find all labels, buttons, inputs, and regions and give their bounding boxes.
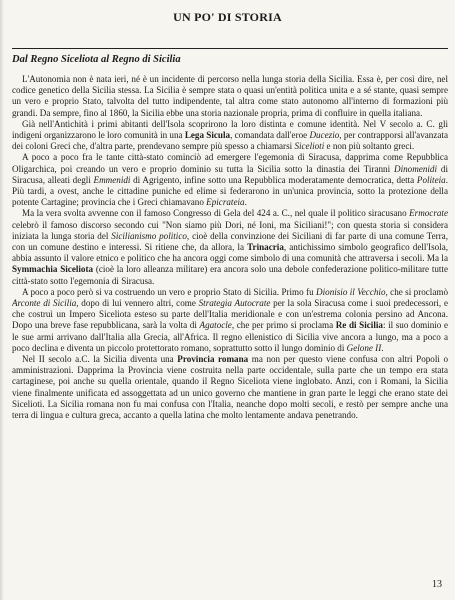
text-run: : il suo dominio e le sue armi arrivano dall'Italia alla Grecia, all'Africa. Il regno ellenistico di Sicilia vive ancora a lungo, ma a poco a poco declina e diventa un piccolo protettorato romano, soprattutto sotto il lungo dominio di	[12, 320, 448, 353]
text-run: (cioè la loro alleanza militare) era ancora solo una debole confederazione politico-militare tutte città-stato sotto l'egemonia di Siracusa.	[12, 264, 448, 286]
text-run: ma non per questo viene confusa con altri Popoli o amministrazioni. Dapprima la Provincia viene costruita nella parte occidentale, sulla parte che un tempo era stata cartaginese, poi anche su quella orientale, quando il Regno Siceliota viene inglobato. Anzi, con i Romani, la Sicilia viene finalmente unificata ed assoggettata ad un unico governo che mantiene in gran parte le leggi che erano state dei Sicelioti. La Sicilia romana non fu mai confusa con l'Italia, neanche dopo molti secoli, e restò per sempre anche una terra di lingua e cultura greca, accanto a quella latina che molto lentamente andava penetrando.	[12, 354, 448, 421]
text-run: . Più tardi, a ovest, anche le cittadine puniche ed elime si federarono in un'unica provincia, sotto la protezione della potente Cartagine; provincia che i Greci chiamavano	[12, 174, 448, 208]
text-run: celebrò il famoso discorso secondo cui "Non siamo più Dori, né Ioni, ma Siciliani!"; con questa storia si considera iniziata la lunga storia del	[12, 219, 448, 241]
text-run: A poco a poco fra le tante città-stato cominciò ad emergere l'egemonia di Siracusa, dapprima come Repubblica Oligarchica, poi creando un vero e proprio dominio su tutta la Sicilia sotto la dinastia dei Tiranni	[12, 152, 448, 174]
bold-term: Lega Sicula	[184, 130, 231, 141]
text-run: , cioè della convinzione dei Siciliani di far parte di una comune Terra, con un comune destino e interessi. Si ritiene che, da allora, la	[12, 230, 448, 253]
text-run: Ma la vera svolta avvenne con il famoso Congresso di Gela del 424 a. C., nel quale il politico siracusano	[22, 208, 410, 219]
italic-term: Agatocle	[199, 320, 232, 331]
text-run: di Agrigento, infine sotto una Repubblica moderatamente democratica, detta	[130, 174, 417, 185]
page-title: UN PO' DI STORIA	[173, 10, 282, 24]
bold-term: Provincia romana	[177, 354, 249, 365]
bold-term: Re di Sicilia	[335, 320, 383, 331]
italic-term: Sicilianismo politico	[111, 230, 187, 241]
italic-term: Strategia Autocrate	[198, 298, 271, 309]
paragraph	[12, 287, 448, 354]
italic-term: Emmenidi	[93, 174, 131, 185]
text-run: .	[381, 342, 384, 353]
bold-term: Symmachia Siceliota	[12, 264, 94, 275]
paragraph	[12, 119, 448, 153]
text-run: per la sola Siracusa come i suoi predecessori, e che costruì un Impero Siceliota esteso su parte dell'Italia meridionale e con un'estrema colonia persino ad Ancona. Dopo una breve fase repubblicana, sarà la volta di	[12, 298, 448, 331]
bold-term: Trinacria	[247, 242, 284, 253]
text-run: .	[244, 197, 247, 208]
italic-term: Politeia	[416, 174, 446, 185]
scan-edge-shadow	[0, 0, 4, 600]
text-run: L'Autonomia non è nata ieri, né è un incidente di percorso nella lunga storia della Sicilia. Essa è, per così dire, nel codice genetico della Sicilia stessa. La Sicilia è sempre stata o quasi un'entità politica unita e a sé stante, quasi sempre un vero e proprio Stato, talvolta del tutto indipendente, tal altra come stato autonomo all'interno di formazioni più grandi. Da sempre, fino al 1860, la Sicilia ebbe una storia nazionale propria, prima di confluire in quella italiana.	[12, 74, 448, 118]
text-run: Già nell'Antichità i primi abitanti dell'Isola scoprirono la loro distinta e comune identità. Nel V secolo a. C. gli indigeni organizzarono le loro comunità in una	[12, 118, 448, 141]
text-run: , per contrapporsi all'avanzata dei coloni Greci che, d'altra parte, prendevano sempre più spesso a chiamarsi	[12, 130, 448, 152]
section-title: Dal Regno Siceliota al Regno di Sicilia	[12, 54, 181, 65]
italic-term: Gelone II	[346, 342, 382, 353]
paragraph	[12, 74, 448, 119]
italic-term: Dionisio il Vecchio	[316, 286, 386, 297]
text-run: , antichissimo simbolo geografico dell'Isola, abbia assunto il valore etnico e politico che ha ancora oggi come simbolo di una comunità che attraversa i secoli. Ma la	[12, 242, 448, 264]
italic-term: Ducezio	[309, 130, 340, 141]
title-divider	[12, 48, 448, 49]
page-number: 13	[432, 579, 442, 590]
italic-term: Sicelioti	[294, 141, 325, 152]
text-run: , dopo di lui vennero altri, come	[76, 298, 199, 309]
text-run: Nel II secolo a.C. la Sicilia diventa una	[22, 354, 178, 365]
italic-term: Arconte di Sicilia	[12, 298, 77, 309]
italic-term: Ermocrate	[409, 208, 448, 219]
paragraph	[12, 354, 448, 421]
text-run: A poco a poco però si va costruendo un vero e proprio Stato di Sicilia. Primo fu	[22, 286, 317, 297]
text-run: , che per primo si proclama	[231, 320, 336, 331]
text-run: , che si proclamò	[385, 286, 448, 297]
text-run: e non più soltanto greci.	[324, 141, 415, 152]
italic-term: Dinomenidi	[394, 163, 437, 174]
paragraph	[12, 208, 448, 286]
paragraph	[12, 152, 448, 208]
italic-term: Epicrateia	[206, 197, 245, 208]
body-text	[12, 74, 448, 584]
text-run: , comandata dall'eroe	[230, 130, 310, 141]
text-run: di Siracusa, alleati degli	[12, 163, 448, 185]
